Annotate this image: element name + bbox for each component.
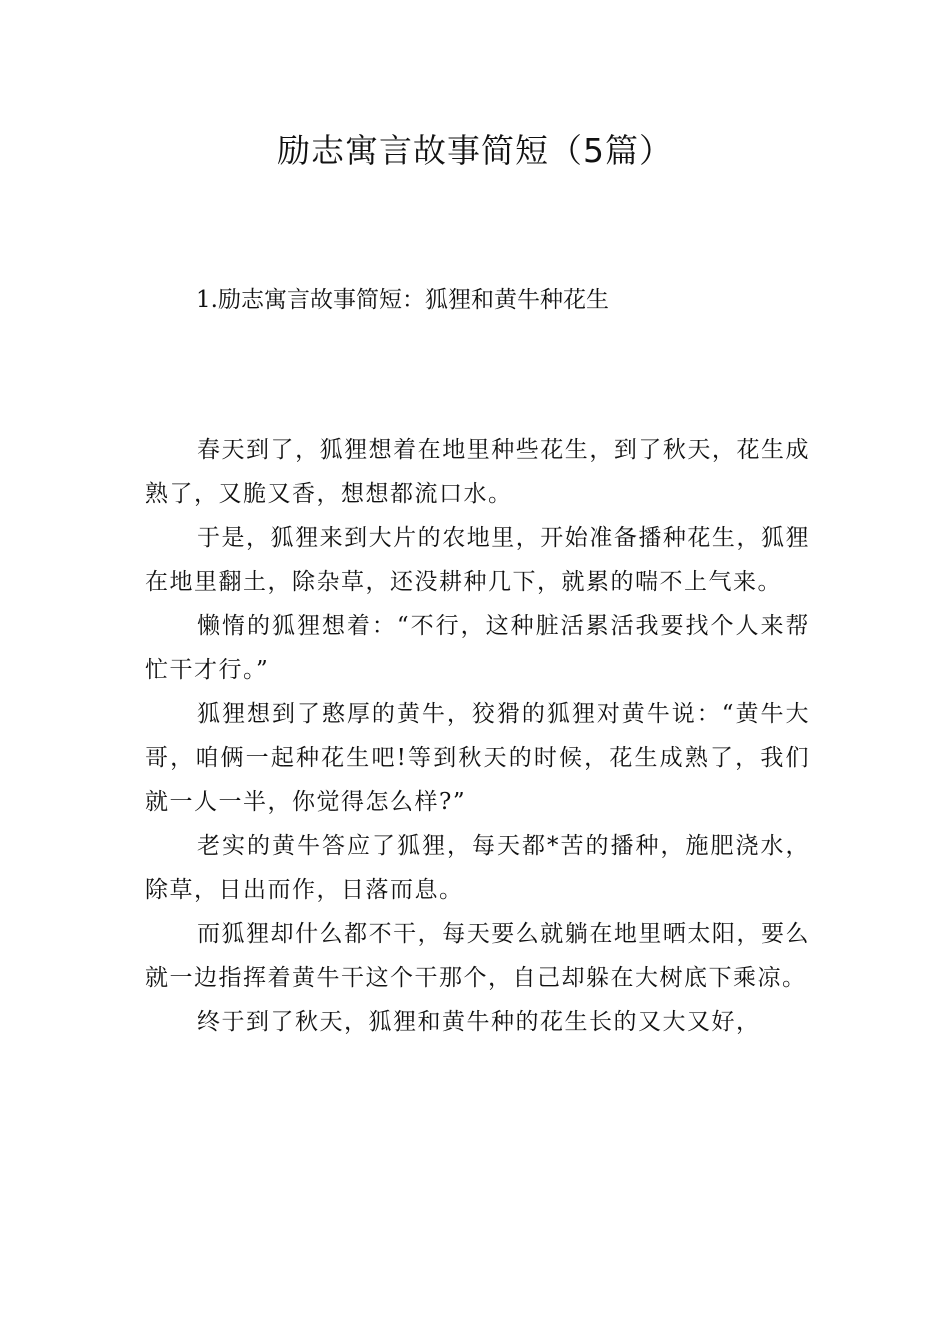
paragraph: 终于到了秋天，狐狸和黄牛种的花生长的又大又好， bbox=[197, 1009, 761, 1035]
paragraph: 春天到了，狐狸想着在地里种些花生，到了秋天，花生成熟了，又脆又香，想想都流口水。 bbox=[145, 437, 810, 507]
section-heading: 1.励志寓言故事简短：狐狸和黄牛种花生 bbox=[196, 287, 609, 313]
story-body bbox=[145, 428, 810, 1044]
paragraph: 而狐狸却什么都不干，每天要么就躺在地里晒太阳，要么就一边指挥着黄牛干这个干那个，自己却躲在大树底下乘凉。 bbox=[145, 921, 810, 991]
paragraph: 于是，狐狸来到大片的农地里，开始准备播种花生，狐狸在地里翻土，除杂草，还没耕种几下，就累的喘不上气来。 bbox=[145, 525, 810, 595]
paragraph: 狐狸想到了憨厚的黄牛，狡猾的狐狸对黄牛说：“黄牛大哥，咱俩一起种花生吧!等到秋天的时候，花生成熟了，我们就一人一半，你觉得怎么样?” bbox=[145, 701, 810, 815]
document-title: 励志寓言故事简短（5篇） bbox=[277, 131, 673, 170]
paragraph: 老实的黄牛答应了狐狸，每天都*苦的播种，施肥浇水，除草，日出而作，日落而息。 bbox=[145, 833, 810, 903]
paragraph: 懒惰的狐狸想着：“不行，这种脏活累活我要找个人来帮忙干才行。” bbox=[145, 613, 810, 683]
